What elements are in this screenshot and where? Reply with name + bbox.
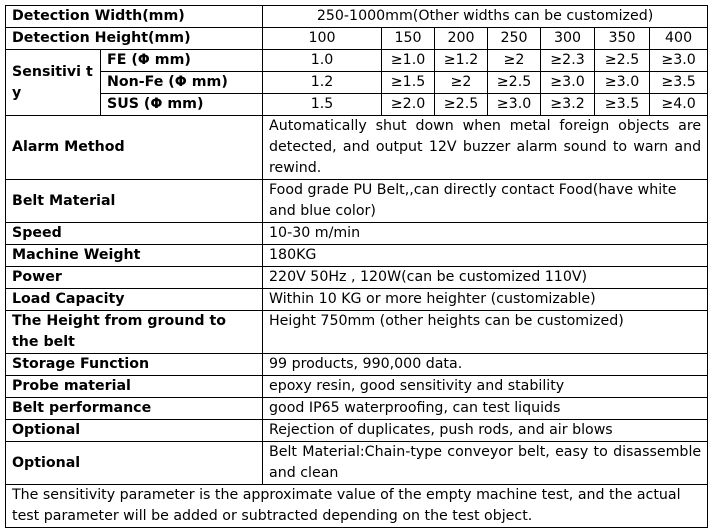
sensitivity-value: 1.0 (263, 50, 382, 72)
detection-height-value: 350 (595, 28, 650, 50)
speed-row (6, 223, 708, 245)
power-label: Power (6, 267, 263, 289)
probe-material-label: Probe material (6, 376, 263, 398)
sensitivity-value: ≥2 (488, 50, 541, 72)
detection-width-label: Detection Width(mm) (6, 6, 263, 28)
storage-function-row (6, 354, 708, 376)
speed-label: Speed (6, 223, 263, 245)
power-row (6, 267, 708, 289)
detection-height-value: 100 (263, 28, 382, 50)
sensitivity-value: ≥1.0 (382, 50, 435, 72)
sensitivity-value: ≥2.5 (488, 72, 541, 94)
spec-table (5, 5, 708, 528)
machine-weight-label: Machine Weight (6, 245, 263, 267)
belt-height-value: Height 750mm (other heights can be customized) (263, 311, 708, 354)
detection-height-value: 200 (435, 28, 488, 50)
sensitivity-value: ≥1.2 (435, 50, 488, 72)
alarm-method-value: Automatically shut down when metal foreign objects are detected, and output 12V buzzer alarm sound to warn and rewind. (263, 116, 708, 180)
belt-material-value: Food grade PU Belt,,can directly contact Food(have white and blue color) (263, 180, 708, 223)
optional-belt-value: Belt Material:Chain-type conveyor belt, easy to disassemble and clean (263, 442, 708, 485)
sensitivity-nonfe-label: Non-Fe (Φ mm) (101, 72, 263, 94)
optional-label: Optional (6, 420, 263, 442)
optional-rejection-row (6, 420, 708, 442)
sensitivity-label: Sensitivi ty (6, 50, 101, 116)
belt-height-label: The Height from ground to the belt (6, 311, 263, 354)
load-capacity-label: Load Capacity (6, 289, 263, 311)
probe-material-value: epoxy resin, good sensitivity and stability (263, 376, 708, 398)
sensitivity-value: ≥2.5 (595, 50, 650, 72)
sensitivity-value: ≥2.3 (541, 50, 595, 72)
load-capacity-row (6, 289, 708, 311)
optional-label: Optional (6, 442, 263, 485)
sensitivity-value: ≥2 (435, 72, 488, 94)
load-capacity-value: Within 10 KG or more heighter (customizable) (263, 289, 708, 311)
belt-performance-value: good IP65 waterproofing, can test liquids (263, 398, 708, 420)
sensitivity-footnote: The sensitivity parameter is the approximate value of the empty machine test, and the actual test parameter will be added or subtracted depending on the test object. (6, 485, 708, 528)
probe-material-row (6, 376, 708, 398)
sensitivity-sus-row (6, 94, 708, 116)
optional-belt-row (6, 442, 708, 485)
optional-rejection-value: Rejection of duplicates, push rods, and air blows (263, 420, 708, 442)
storage-function-value: 99 products, 990,000 data. (263, 354, 708, 376)
sensitivity-value: 1.2 (263, 72, 382, 94)
belt-material-label: Belt Material (6, 180, 263, 223)
detection-height-value: 300 (541, 28, 595, 50)
speed-value: 10-30 m/min (263, 223, 708, 245)
sensitivity-value: ≥4.0 (650, 94, 708, 116)
detection-height-value: 150 (382, 28, 435, 50)
machine-weight-row (6, 245, 708, 267)
sensitivity-fe-row (6, 50, 708, 72)
detection-height-value: 250 (488, 28, 541, 50)
sensitivity-value: ≥3.0 (541, 72, 595, 94)
sensitivity-value: ≥2.5 (435, 94, 488, 116)
sensitivity-value: ≥3.0 (595, 72, 650, 94)
detection-width-row (6, 6, 708, 28)
belt-material-row (6, 180, 708, 223)
belt-performance-label: Belt performance (6, 398, 263, 420)
sensitivity-value: ≥3.0 (488, 94, 541, 116)
sensitivity-value: ≥3.2 (541, 94, 595, 116)
machine-weight-value: 180KG (263, 245, 708, 267)
alarm-method-row (6, 116, 708, 180)
sensitivity-value: ≥3.5 (650, 72, 708, 94)
footnote-row (6, 485, 708, 528)
detection-height-row (6, 28, 708, 50)
alarm-method-label: Alarm Method (6, 116, 263, 180)
belt-performance-row (6, 398, 708, 420)
sensitivity-value: ≥3.0 (650, 50, 708, 72)
sensitivity-fe-label: FE (Φ mm) (101, 50, 263, 72)
sensitivity-nonfe-row (6, 72, 708, 94)
sensitivity-value: ≥1.5 (382, 72, 435, 94)
detection-width-value: 250-1000mm(Other widths can be customized) (263, 6, 708, 28)
power-value: 220V 50Hz , 120W(can be customized 110V) (263, 267, 708, 289)
sensitivity-value: ≥3.5 (595, 94, 650, 116)
storage-function-label: Storage Function (6, 354, 263, 376)
spec-sheet (5, 5, 708, 528)
detection-height-label: Detection Height(mm) (6, 28, 263, 50)
sensitivity-value: 1.5 (263, 94, 382, 116)
sensitivity-value: ≥2.0 (382, 94, 435, 116)
belt-height-row (6, 311, 708, 354)
detection-height-value: 400 (650, 28, 708, 50)
sensitivity-sus-label: SUS (Φ mm) (101, 94, 263, 116)
